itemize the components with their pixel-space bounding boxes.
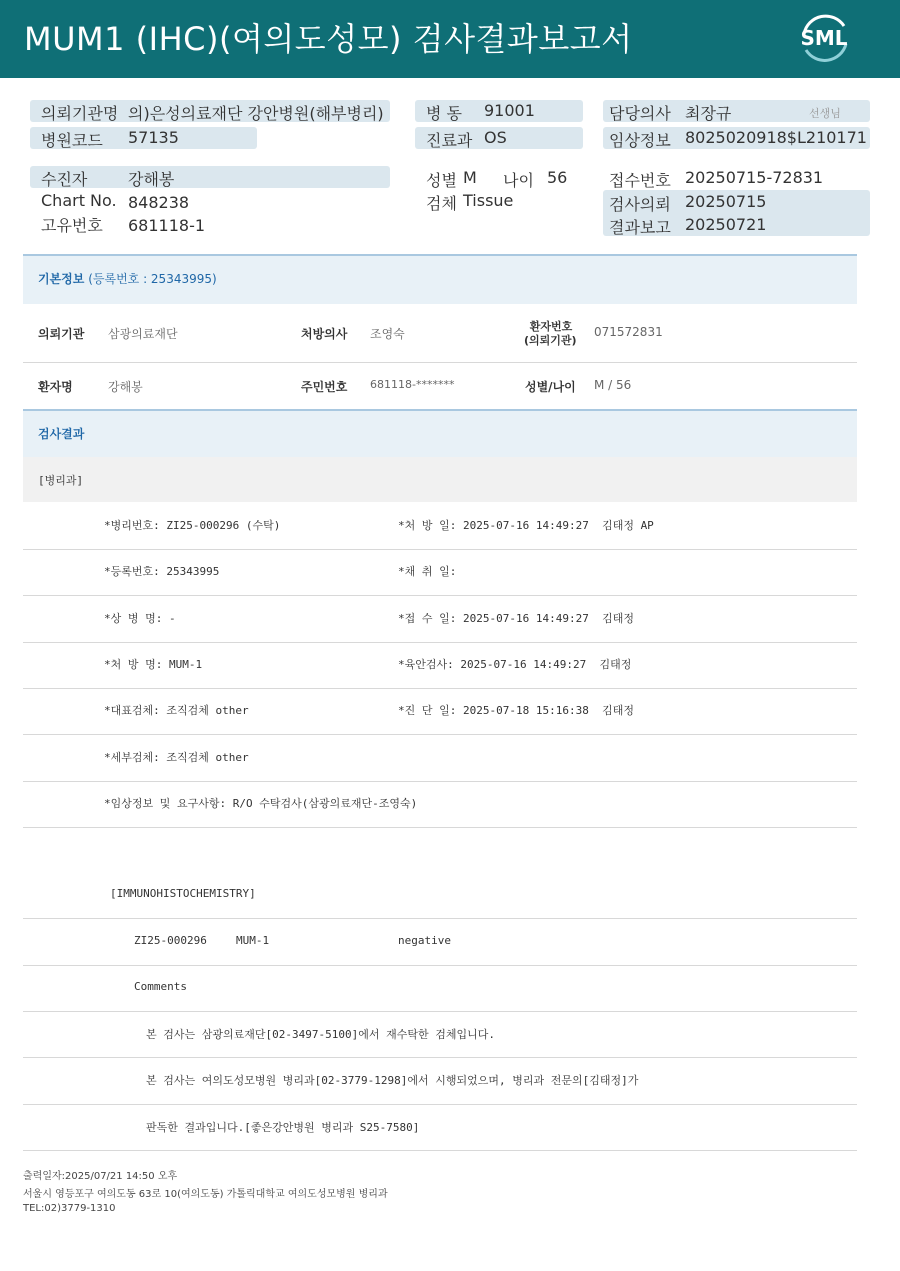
row1-label-2: 처방의사 [301, 327, 348, 341]
report-value: 20250721 [685, 215, 767, 234]
ward-label: 병 동 [426, 104, 462, 123]
basic-info-title: 기본정보 [38, 272, 85, 286]
specimen-value: Tissue [463, 191, 514, 210]
sex-value: M [463, 168, 477, 187]
result-line-right: *육안검사: 2025-07-16 14:49:27 김태정 [398, 658, 632, 671]
results-header [23, 409, 857, 458]
ihc-marker: MUM-1 [236, 934, 270, 947]
sml-logo [796, 12, 852, 64]
age-value: 56 [547, 168, 568, 187]
doctor-suffix: 선생님 [809, 107, 841, 120]
row2-value-1: 강해봉 [108, 380, 143, 394]
age-label: 나이 [503, 171, 534, 190]
ihc-result: negative [398, 934, 451, 947]
patient-value: 강해봉 [128, 170, 175, 189]
referral-hospital-value: 의)은성의료재단 강안병원(해부병리) [128, 104, 384, 123]
result-line-right: *접 수 일: 2025-07-16 14:49:27 김태정 [398, 612, 634, 625]
result-line-left: *처 방 명: MUM-1 [104, 658, 203, 671]
result-line-left: *상 병 명: - [104, 612, 176, 625]
result-line-left: *세부검체: 조직검체 other [104, 751, 249, 764]
hospital-code-value: 57135 [128, 128, 179, 147]
ihc-divider [23, 918, 857, 919]
dept-value: OS [484, 128, 507, 147]
row1-value-1: 삼광의료재단 [108, 327, 178, 341]
referral-hospital-label: 의뢰기관명 [41, 104, 119, 123]
result-line-divider [23, 688, 857, 689]
receipt-label: 접수번호 [609, 171, 671, 190]
row1-value-2: 조영숙 [370, 327, 405, 341]
report-header [0, 0, 900, 78]
footer-tel: TEL:02)3779-1310 [23, 1203, 116, 1214]
comments-label: Comments [134, 980, 187, 993]
comment-divider-4 [23, 1150, 857, 1151]
report-title: MUM1 (IHC)(여의도성모) 검사결과보고서 [24, 20, 633, 58]
result-line-divider [23, 781, 857, 782]
comment-divider-3 [23, 1104, 857, 1105]
result-line-divider [23, 595, 857, 596]
comment-divider-2 [23, 1057, 857, 1058]
result-line-divider [23, 549, 857, 550]
footer-printed: 출력일자:2025/07/21 14:50 오후 [23, 1171, 178, 1182]
unique-value: 681118-1 [128, 216, 206, 235]
request-label: 검사의뢰 [609, 195, 671, 214]
footer-address: 서울시 영등포구 여의도동 63로 10(여의도동) 가톨릭대학교 여의도성모병원 병리과 [23, 1189, 388, 1200]
result-line-left: *대표검체: 조직검체 other [104, 704, 249, 717]
basic-info-reg-no: (등록번호 : 25343995) [88, 272, 217, 286]
result-line-right: *진 단 일: 2025-07-18 15:16:38 김태정 [398, 704, 634, 717]
row2-label-1: 환자명 [38, 380, 73, 394]
row2-value-2: 681118-******* [370, 378, 455, 391]
hospital-code-label: 병원코드 [41, 131, 103, 150]
result-line-left: *임상정보 및 요구사항: R/O 수탁검사(삼광의료재단-조영숙) [104, 797, 418, 810]
result-line-left: *병리번호: ZI25-000296 (수탁) [104, 519, 281, 532]
dept-header: [병리과] [38, 474, 84, 487]
comment-3: 판독한 결과입니다.[좋은강안병원 병리과 S25-7580] [146, 1121, 420, 1134]
results-title: 검사결과 [38, 427, 85, 441]
result-line-left: *등록번호: 25343995 [104, 565, 220, 578]
request-value: 20250715 [685, 192, 767, 211]
result-line-right: *채 취 일: [398, 565, 457, 578]
result-line-divider [23, 642, 857, 643]
report-label: 결과보고 [609, 218, 671, 237]
sex-label: 성별 [426, 171, 457, 190]
row1-label-3b: (의뢰기관) [524, 334, 577, 347]
unique-label: 고유번호 [41, 216, 103, 235]
comment-1: 본 검사는 삼광의료재단[02-3497-5100]에서 재수탁한 검체입니다. [146, 1028, 495, 1041]
dept-header-band [23, 457, 857, 502]
patient-label: 수진자 [41, 170, 88, 189]
ward-value: 91001 [484, 101, 535, 120]
row1-value-3: 071572831 [594, 325, 663, 339]
result-line-divider [23, 734, 857, 735]
chart-label: Chart No. [41, 191, 117, 210]
basic-divider [23, 362, 857, 363]
ihc-header: [IMMUNOHISTOCHEMISTRY] [110, 887, 256, 900]
ihc-id: ZI25-000296 [134, 934, 207, 947]
logo-text: SML [800, 26, 848, 50]
basic-info-title-line [38, 270, 217, 287]
ihc-divider-2 [23, 965, 857, 966]
receipt-value: 20250715-72831 [685, 168, 824, 187]
doctor-label: 담당의사 [609, 104, 671, 123]
row2-label-3: 성별/나이 [525, 380, 576, 394]
specimen-label: 검체 [426, 194, 457, 213]
result-line-divider [23, 827, 857, 828]
doctor-value: 최장규 [685, 104, 732, 123]
comment-divider-1 [23, 1011, 857, 1012]
row1-label-3a: 환자번호 [529, 320, 573, 333]
result-line-right: *처 방 일: 2025-07-16 14:49:27 김태정 AP [398, 519, 654, 532]
row2-value-3: M / 56 [594, 378, 632, 392]
comment-2: 본 검사는 여의도성모병원 병리과[02-3779-1298]에서 시행되었으며, 병리과 전문의[김태정]가 [146, 1074, 639, 1087]
clinical-value: 8025020918$L210171 [685, 128, 867, 147]
clinical-label: 임상정보 [609, 131, 671, 150]
row2-label-2: 주민번호 [301, 380, 348, 394]
dept-label: 진료과 [426, 131, 473, 150]
chart-value: 848238 [128, 193, 190, 212]
row1-label-1: 의뢰기관 [38, 327, 85, 341]
